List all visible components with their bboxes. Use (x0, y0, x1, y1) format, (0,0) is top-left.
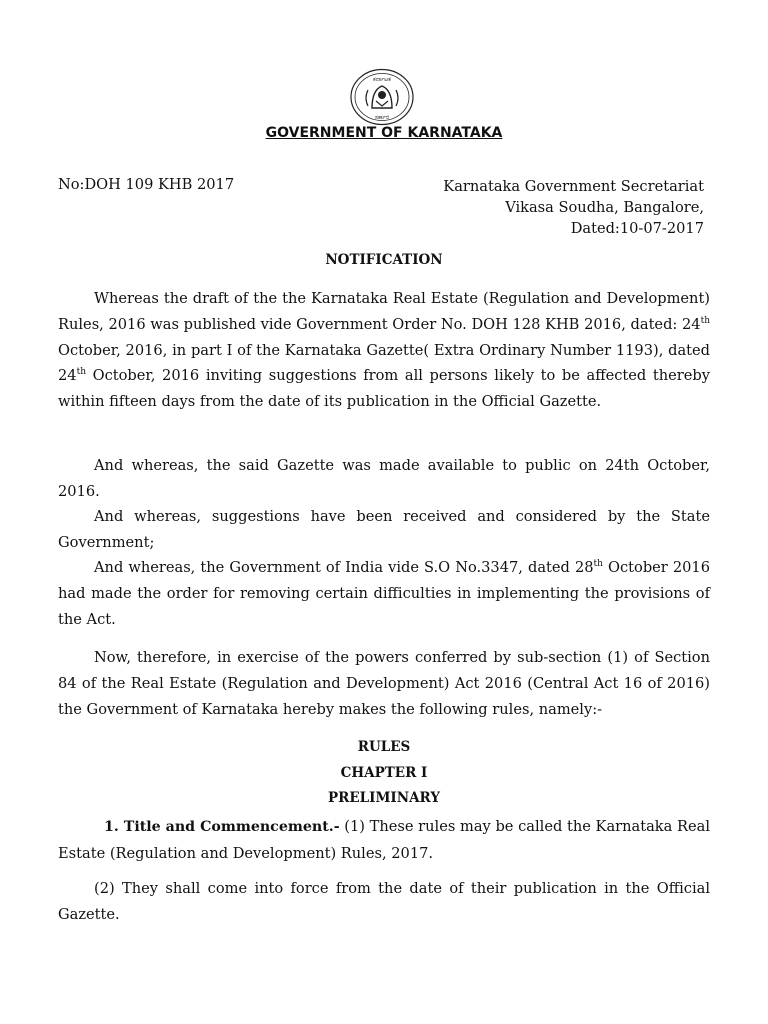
paragraph-government-of-india: And whereas, the Government of India vide S.O No.3347, dated 28th October 2016 had made the order for removing certain difficulties in implementing the provisions of the Act. (58, 559, 710, 628)
svg-text:ಸರ್ಕಾರ: ಸರ್ಕಾರ (374, 114, 390, 121)
secretariat-address (443, 176, 704, 239)
rule-1-title: 1. Title and Commencement.- (104, 819, 340, 835)
karnataka-emblem-icon (350, 68, 414, 126)
government-title: GOVERNMENT OF KARNATAKA (265, 125, 503, 141)
address-line-2: Vikasa Soudha, Bangalore, (505, 199, 704, 216)
paragraph-powers-conferred: Now, therefore, in exercise of the powers conferred by sub-section (1) of Section 84 of the Real Estate (Regulation and Development) Act 2016 (Central Act 16 of 2016) the Government of Karnataka hereby makes the following rules, namely:- (58, 649, 710, 718)
preliminary-heading: PRELIMINARY (328, 790, 440, 806)
paragraph-suggestions: And whereas, suggestions have been received and considered by the State Government; (58, 508, 710, 551)
paragraph-gazette-available: And whereas, the said Gazette was made available to public on 24th October, 2016. (58, 457, 710, 500)
reference-number: No:DOH 109 KHB 2017 (58, 176, 235, 193)
svg-text:ಕರ್ನಾಟಕ: ಕರ್ನಾಟಕ (373, 76, 391, 83)
date-line: Dated:10-07-2017 (570, 220, 704, 237)
rule-1-sub-2: (2) They shall come into force from the date of their publication in the Official Gazette. (58, 880, 710, 923)
paragraph-draft-rules: Whereas the draft of the the Karnataka Real Estate (Regulation and Development) Rules, 2016 was published vide Government Order No. DOH 128 KHB 2016, dated: 24th October, 2016, in part I of the Karnataka Gazette( Extra Ordinary Number 1193), dated 24th October, 2016 inviting suggestions from all persons likely to be affected thereby within fifteen days from the date of its publication in the Official Gazette. (58, 290, 710, 411)
notification-heading: NOTIFICATION (325, 252, 443, 268)
rules-heading: RULES (357, 739, 411, 755)
address-line-1: Karnataka Government Secretariat (443, 178, 704, 195)
chapter-heading: CHAPTER I (340, 765, 428, 781)
rule-1-title-commencement: 1. Title and Commencement.- (1) These rules may be called the Karnataka Real Estate (Regulation and Development) Rules, 2017. (58, 818, 710, 862)
